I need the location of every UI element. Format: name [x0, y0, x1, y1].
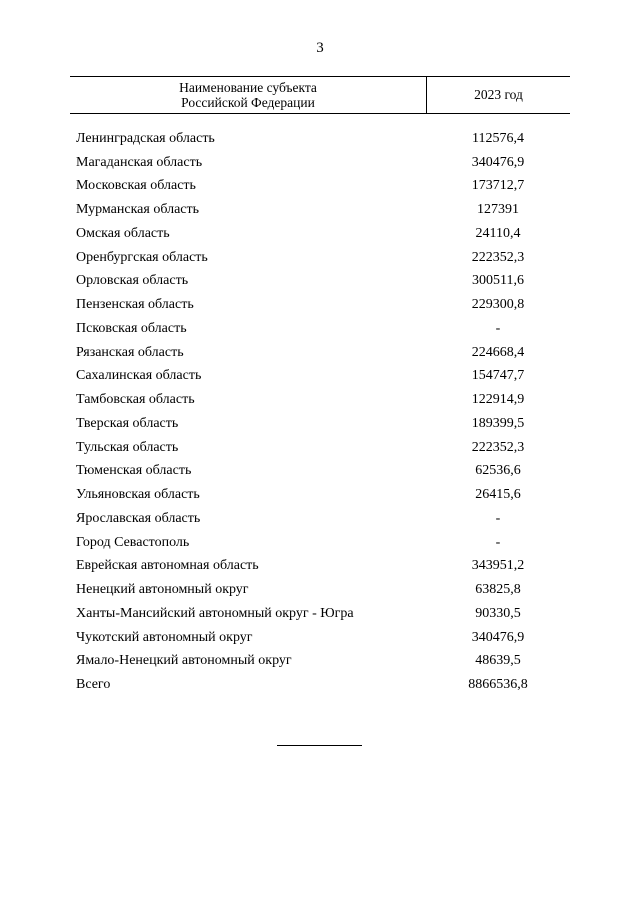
row-subject-name: Магаданская область: [76, 154, 203, 170]
row-value: 189399,5: [471, 415, 525, 431]
row-subject-name: Тамбовская область: [76, 392, 195, 408]
row-subject-name: Московская область: [76, 178, 196, 194]
row-value: 63825,8: [475, 582, 521, 598]
table-row: [76, 388, 570, 412]
row-subject-name: Сахалинская область: [76, 368, 202, 384]
table-row: [76, 436, 570, 460]
row-subject-name: Ярославская область: [76, 510, 201, 526]
row-subject-name: Ненецкий автономный округ: [76, 582, 249, 598]
row-subject-name: Всего: [76, 677, 111, 693]
table-row: [76, 222, 570, 246]
row-value: 340476,9: [471, 629, 525, 645]
row-subject-name: Тверская область: [76, 415, 179, 431]
table-row: [76, 578, 570, 602]
table-row: [76, 531, 570, 555]
row-value: 343951,2: [471, 558, 525, 574]
row-value: 26415,6: [475, 487, 521, 503]
table-row: [76, 626, 570, 650]
table-row: [76, 460, 570, 484]
row-value: 90330,5: [475, 605, 521, 621]
row-value: -: [495, 320, 501, 336]
table-row: [76, 602, 570, 626]
table-row: [76, 293, 570, 317]
table-row: [76, 507, 570, 531]
table-row: [76, 317, 570, 341]
row-value: 122914,9: [471, 392, 525, 408]
row-subject-name: Псковская область: [76, 320, 187, 336]
table-body: [76, 127, 570, 697]
row-value: 300511,6: [472, 273, 524, 289]
table-row: [76, 151, 570, 175]
row-subject-name: Чукотский автономный округ: [76, 629, 253, 645]
row-value: 229300,8: [471, 297, 525, 313]
table-row: [76, 127, 570, 151]
row-subject-name: Орловская область: [76, 273, 189, 289]
row-value: 173712,7: [471, 178, 525, 194]
row-value: 222352,3: [471, 439, 525, 455]
row-subject-name: Омская область: [76, 225, 170, 241]
table-row: [76, 175, 570, 199]
row-subject-name: Ханты-Мансийский автономный округ - Югра: [76, 605, 354, 621]
row-value: 127391: [477, 202, 519, 218]
row-subject-name: Ленинградская область: [76, 130, 215, 146]
table-row: [76, 673, 570, 697]
table-row: [76, 341, 570, 365]
row-value: -: [495, 534, 501, 550]
row-value: 224668,4: [471, 344, 525, 360]
table-row: [76, 555, 570, 579]
page-number: 3: [316, 40, 324, 56]
table-row: [76, 483, 570, 507]
table-row: [76, 246, 570, 270]
row-subject-name: Тульская область: [76, 439, 179, 455]
table-row: [76, 270, 570, 294]
row-value: 222352,3: [471, 249, 525, 265]
row-subject-name: Пензенская область: [76, 297, 194, 313]
row-value: 154747,7: [471, 368, 525, 384]
table-row: [76, 650, 570, 674]
header-subject-name-line1: Наименование субъекта: [179, 80, 317, 95]
row-value: 340476,9: [471, 154, 525, 170]
row-subject-name: Город Севастополь: [76, 534, 190, 550]
header-year: 2023 год: [474, 87, 523, 102]
table-row: [76, 198, 570, 222]
row-subject-name: Еврейская автономная область: [76, 558, 259, 574]
row-value: 24110,4: [475, 225, 521, 241]
row-subject-name: Ульяновская область: [76, 487, 200, 503]
header-subject-name-line2: Российской Федерации: [181, 95, 315, 110]
row-subject-name: Рязанская область: [76, 344, 184, 360]
header-subject-name: [70, 77, 427, 113]
row-value: 62536,6: [475, 463, 521, 479]
row-subject-name: Оренбургская область: [76, 249, 208, 265]
table-row: [76, 412, 570, 436]
row-value: -: [495, 510, 501, 526]
table-header: [70, 76, 570, 114]
table-row: [76, 365, 570, 389]
row-value: 48639,5: [475, 653, 521, 669]
end-divider: [277, 745, 362, 746]
row-subject-name: Ямало-Ненецкий автономный округ: [76, 653, 292, 669]
row-value: 8866536,8: [468, 677, 528, 693]
row-subject-name: Мурманская область: [76, 202, 200, 218]
row-subject-name: Тюменская область: [76, 463, 192, 479]
row-value: 112576,4: [472, 130, 524, 146]
